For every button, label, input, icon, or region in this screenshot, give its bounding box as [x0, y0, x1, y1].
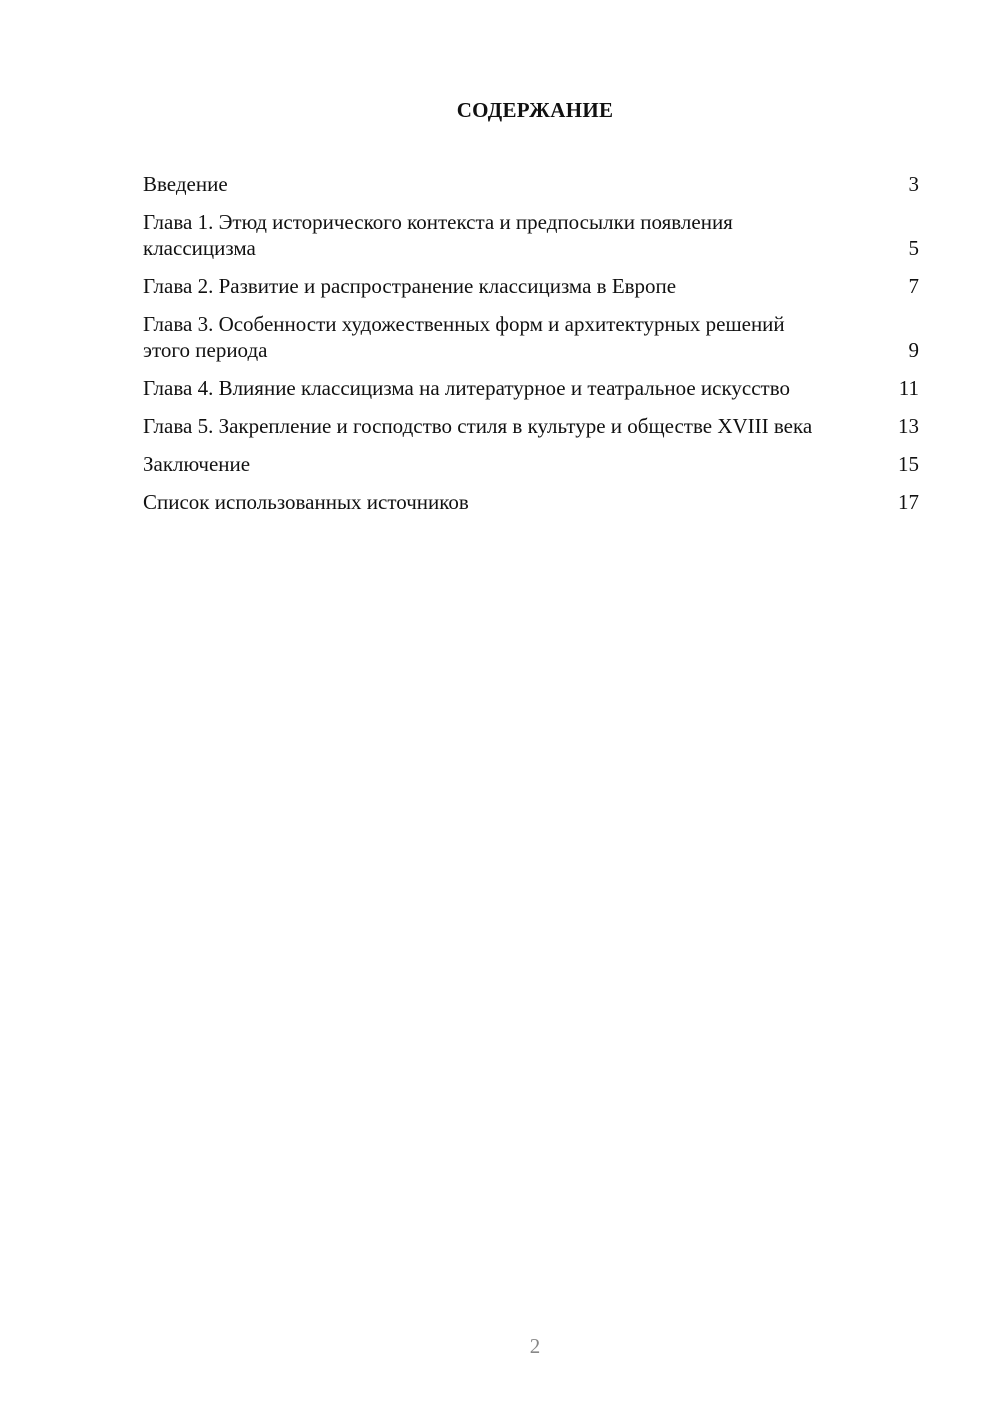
toc-entry-label: Глава 1. Этюд исторического контекста и предпосылки появления классицизма [143, 210, 733, 260]
page-number: 2 [529, 1334, 541, 1358]
toc-entry-page: 5 [908, 236, 919, 260]
toc-entry-label: Список использованных источников [143, 490, 469, 514]
toc-entry-chapter-5[interactable] [143, 413, 919, 439]
toc-entry-chapter-1[interactable] [143, 209, 919, 261]
toc-entry-page: 9 [908, 338, 919, 362]
toc-entry-chapter-3[interactable] [143, 311, 919, 363]
toc-entry-references[interactable] [143, 489, 919, 515]
toc-entry-label: Глава 3. Особенности художественных форм и архитектурных решений этого периода [143, 312, 785, 362]
toc-entry-label: Глава 4. Влияние классицизма на литературное и театральное искусство [143, 376, 790, 400]
toc-entry-page: 17 [898, 490, 919, 514]
table-of-contents [143, 171, 919, 527]
toc-entry-label: Введение [143, 172, 228, 196]
toc-entry-page: 11 [898, 376, 919, 400]
toc-entry-page: 7 [908, 274, 919, 298]
page-title: СОДЕРЖАНИЕ [456, 98, 614, 122]
toc-entry-page: 13 [898, 414, 919, 438]
toc-entry-page: 15 [898, 452, 919, 476]
toc-entry-conclusion[interactable] [143, 451, 919, 477]
toc-entry-chapter-4[interactable] [143, 375, 919, 401]
toc-entry-page: 3 [908, 172, 919, 196]
toc-entry-label: Глава 5. Закрепление и господство стиля в культуре и обществе XVIII века [143, 414, 813, 438]
toc-entry-introduction[interactable] [143, 171, 919, 197]
toc-entry-label: Глава 2. Развитие и распространение классицизма в Европе [143, 274, 677, 298]
toc-entry-chapter-2[interactable] [143, 273, 919, 299]
toc-entry-label: Заключение [143, 452, 251, 476]
